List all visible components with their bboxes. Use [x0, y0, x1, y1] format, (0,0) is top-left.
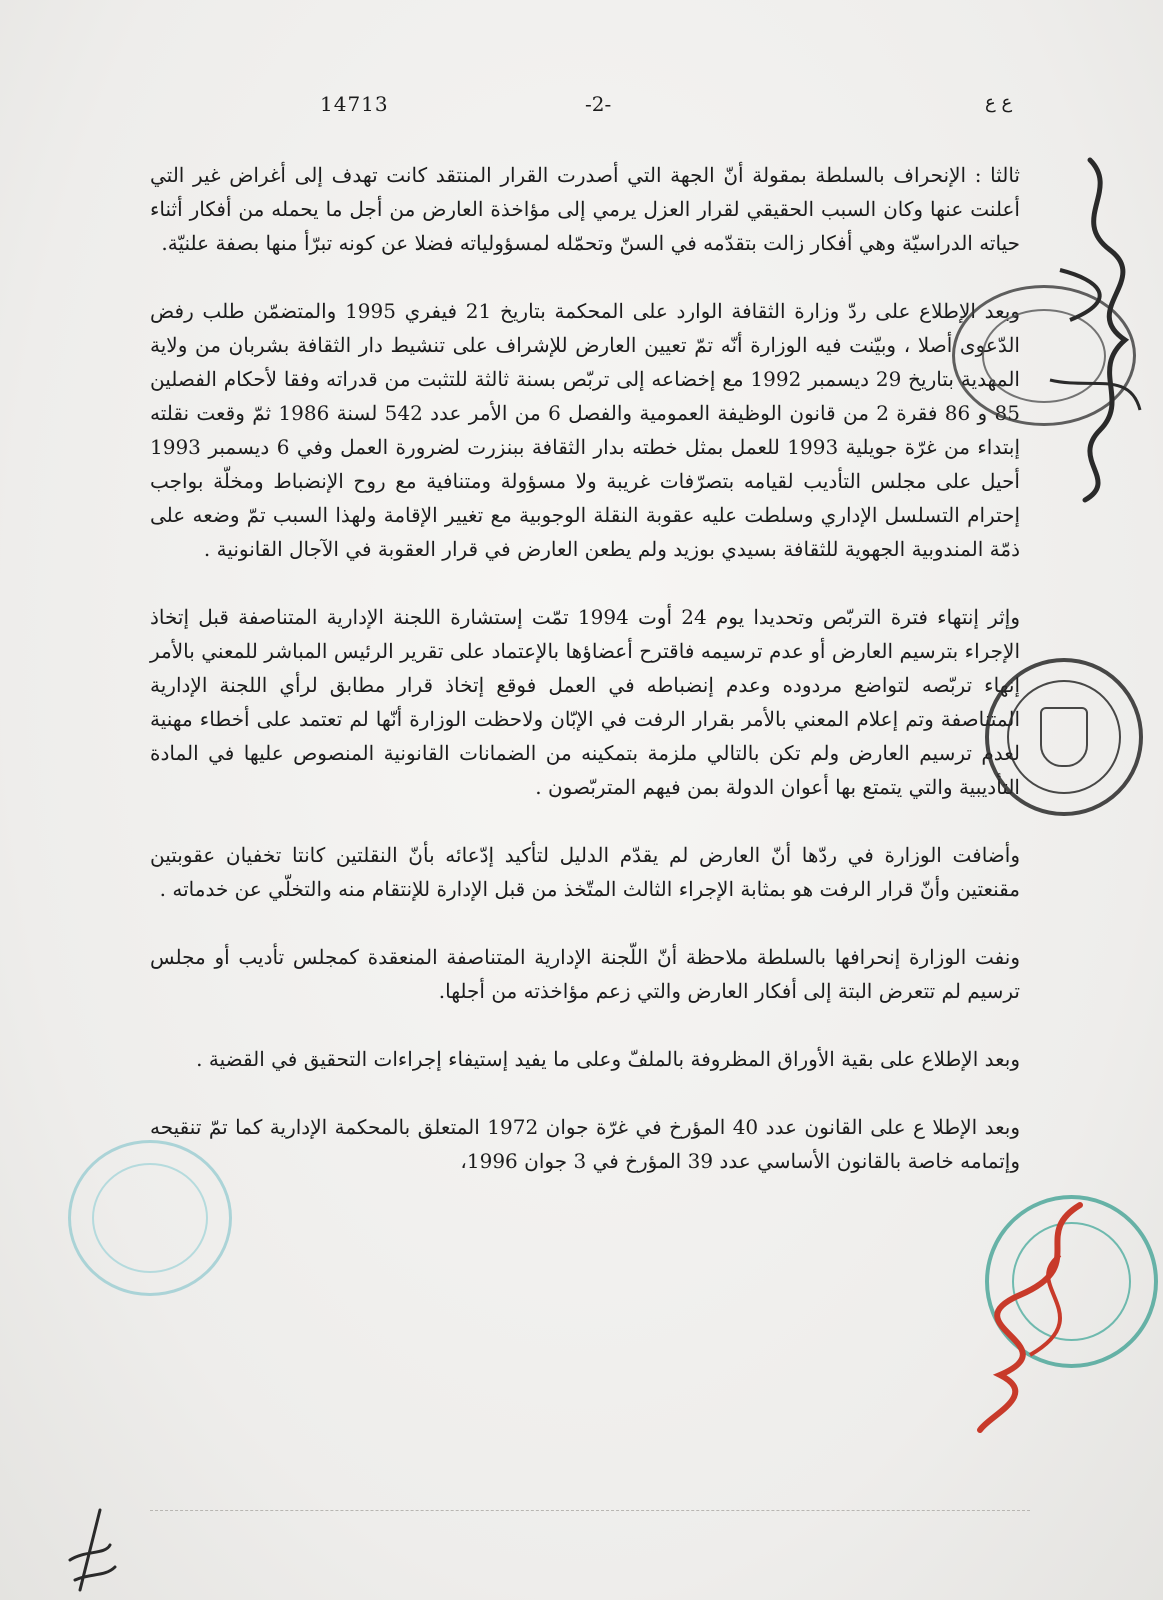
page-number: -2-	[585, 92, 612, 116]
paragraph-ministry-response: وبعد الإطلاع على ردّ وزارة الثقافة الوارد على المحكمة بتاريخ 21 فيفري 1995 والمتضمّن طلب رفض الدّعوى أصلا ، وبيّنت فيه الوزارة أنّه تمّ تعيين العارض للإشراف على تنشيط دار الثقافة بشربان من ولاية المهدية بتاريخ 29 ديسمبر 1992 مع إخضاعه إلى تربّص بسنة ثالثة للتثبت من قدراته وفقا لأحكام الفصلين 85 و 86 فقرة 2 من قانون الوظيفة العمومية والفصل 6 من الأمر عدد 542 لسنة 1986 ثمّ وقعت نقلته إبتداء من غرّة جويلية 1993 للعمل بمثل خطته بدار الثقافة ببنزرت لضرورة العمل وفي 6 ديسمبر 1993 أحيل على مجلس التأديب لقيامه بتصرّفات غريبة ولا مسؤولة ومتنافية مع روح الإنضباط ومخلّة بواجب إحترام التسلسل الإداري وسلطت عليه عقوبة النقلة الوجوبية مع تغيير الإقامة ولهذا السبب تمّ وضعه على ذمّة المندوبية الجهوية للثقافة بسيدي بوزيد ولم يطعن العارض في قرار العقوبة في الآجال القانونية .	[150, 299, 1020, 561]
paragraph-ministry-addition: وأضافت الوزارة في ردّها أنّ العارض لم يقدّم الدليل لتأكيد إدّعائه بأنّ النقلتين كانتا تخفيان عقوبتين مقنعتين وأنّ قرار الرفت هو بمثابة الإجراء الثالث المتّخذ من قبل الإدارة للإنتقام منه والتخلّي عن خدماته .	[150, 843, 1020, 901]
document-number: 14713	[320, 92, 389, 116]
document-body	[150, 158, 1020, 1178]
blue-stamp-icon	[68, 1140, 232, 1296]
administrative-court-seal-icon	[985, 658, 1143, 816]
corner-mark: ع ع	[985, 92, 1013, 113]
paragraph-third-ground: ثالثا : الإنحراف بالسلطة بمقولة أنّ الجهة التي أصدرت القرار المنتقد كانت تهدف إلى أغراض غير التي أعلنت عنها وكان السبب الحقيقي لقرار العزل يرمي إلى مؤاخذة العارض من أجل ما يحمله من أفكار أثناء حياته الدراسيّة وهي أفكار زالت بتقدّمه في السنّ وتحمّله لمسؤولياته فضلا عن كونه تبرّأ منها بصفة علنيّة.	[150, 163, 1020, 255]
handwritten-signature-top-icon	[1030, 150, 1150, 510]
footer-rule	[150, 1510, 1030, 1511]
handwritten-initial-icon	[60, 1505, 120, 1595]
paragraph-law-reference: وبعد الإطلا ع على القانون عدد 40 المؤرخ في غرّة جوان 1972 المتعلق بالمحكمة الإدارية كما تمّ تنقيحه وإتمامه خاصة بالقانون الأساسي عدد 39 المؤرخ في 3 جوان 1996،	[150, 1115, 1020, 1173]
paragraph-file-review: وبعد الإطلاع على بقية الأوراق المظروفة بالملفّ وعلى ما يفيد إستيفاء إجراءات التحقيق في القضية .	[196, 1047, 1020, 1071]
handwritten-signature-red-icon	[960, 1195, 1110, 1435]
paragraph-probation-end: وإثر إنتهاء فترة التربّص وتحديدا يوم 24 أوت 1994 تمّت إستشارة اللجنة الإدارية المتناصفة قبل إتخاذ الإجراء بترسيم العارض أو عدم ترسيمه فاقترح أعضاؤها بالإعتماد على تقرير الرئيس المباشر للمعني بالأمر إنهاء تربّصه لتواضع مردوده وعدم إنضباطه في العمل فوقع إتخاذ قرار مطابق لرأي اللجنة الإدارية المتناصفة وتم إعلام المعني بالأمر بقرار الرفت في الإبّان ولاحظت الوزارة أنّها لم تعتمد على أخطاء مهنية لعدم ترسيم العارض ولم تكن بالتالي ملزمة بتمكينه من الضمانات القانونية المنصوص عليها في المادة التأديبية والتي يتمتع بها أعوان الدولة بمن فيهم المتربّصون .	[150, 605, 1021, 799]
paragraph-ministry-denial: ونفت الوزارة إنحرافها بالسلطة ملاحظة أنّ اللّجنة الإدارية المتناصفة المنعقدة كمجلس تأديب أو مجلس ترسيم لم تتعرض البتة إلى أفكار العارض والتي زعم مؤاخذته من أجلها.	[150, 945, 1020, 1003]
